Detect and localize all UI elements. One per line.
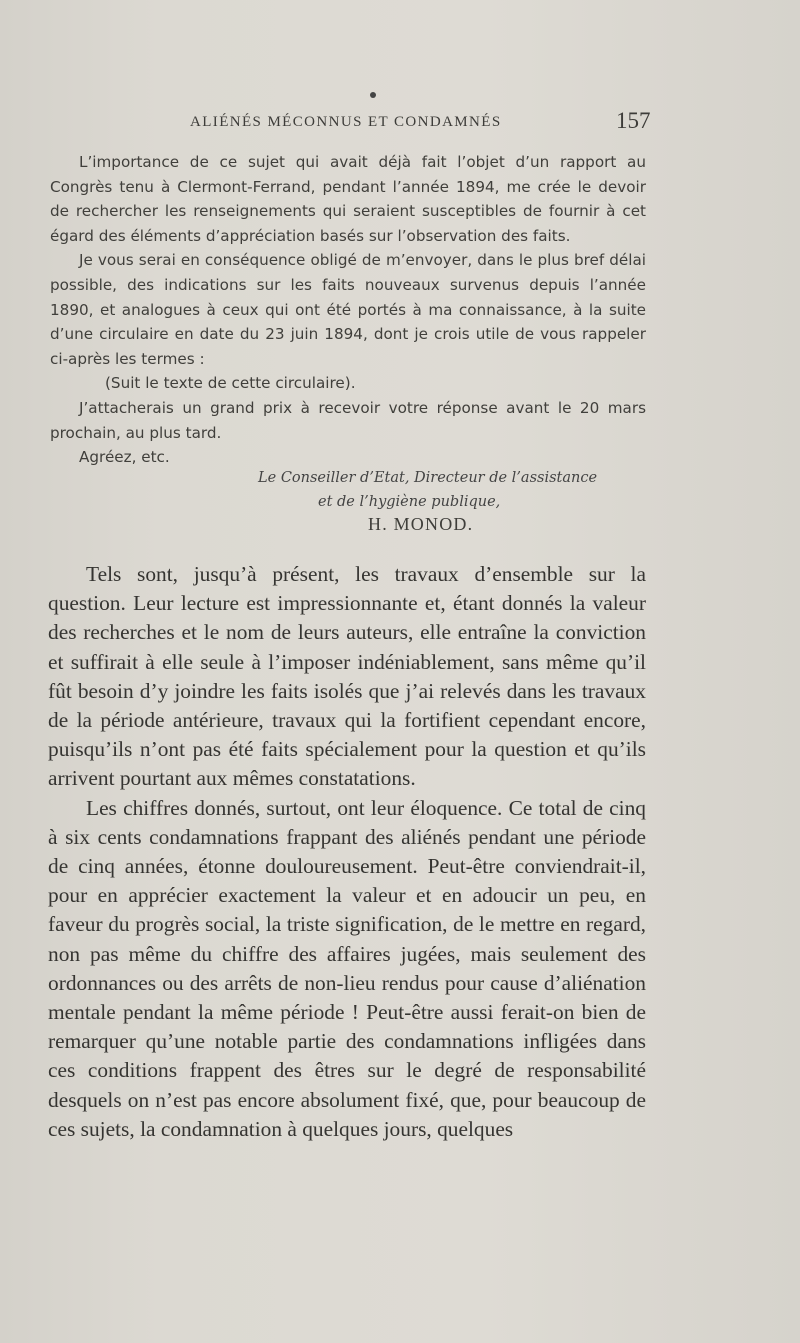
ink-dot xyxy=(370,92,376,98)
letter-closing: Agréez, etc. xyxy=(79,448,170,467)
body-paragraph-2: Les chiffres donnés, surtout, ont leur éloquence. Ce total de cinq à six cents condamnations frappant des aliénés pendant une période de cinq années, étonne douloureusement. Peut-être conviendrait-il, pour en apprécier exactement la valeur et en adoucir un peu, en faveur du progrès social, la triste signification, de le mettre en regard, non pas même du chiffre des affaires jugées, mais seulement des ordonnances ou des arrêts de non-lieu rendus pour cause d’aliénation mentale pendant la même période ! Peut-être aussi ferait-on bien de remarquer qu’une notable partie des condamnations infligées dans ces conditions frappent des êtres sur le degré de responsabilité desquels on n’est pas encore absolument fixé, que, pour beaucoup de ces sujets, la condamnation à quelques jours, quelques xyxy=(48,795,646,1141)
signature-name: H. MONOD. xyxy=(368,514,474,534)
page-header xyxy=(0,108,800,138)
signature-line-2: et de l’hygiène publique, xyxy=(318,494,501,510)
running-title: ALIÉNÉS MÉCONNUS ET CONDAMNÉS xyxy=(190,114,502,130)
letter-paragraph-3: (Suit le texte de cette circulaire). xyxy=(105,374,356,393)
letter-paragraph-4: J’attacherais un grand prix à recevoir votre réponse avant le 20 mars prochain, au plus tard. xyxy=(50,398,646,442)
main-text xyxy=(48,560,646,1144)
letter-paragraph-2: Je vous serai en conséquence obligé de m’envoyer, dans le plus bref délai possible, des indications sur les faits nouveaux survenus depuis l’année 1890, et analogues à ceux qui ont été portés à ma connaissance, à la suite d’une circulaire en date du 23 juin 1894, dont je crois utile de vous rappeler ci-après les termes : xyxy=(50,251,646,368)
page-number: 157 xyxy=(616,108,651,133)
body-paragraph-1: Tels sont, jusqu’à présent, les travaux d’ensemble sur la question. Leur lecture est impressionnante et, étant donnés la valeur des recherches et le nom de leurs auteurs, elle entraîne la conviction et suffirait à elle seule à l’imposer indéniablement, sans même qu’il fût besoin d’y joindre les faits isolés que j’ai relevés dans les travaux de la période antérieure, travaux qui la fortifient cependant encore, puisqu’ils n’ont pas été faits spécialement pour la question et qu’ils arrivent pourtant aux mêmes constatations. xyxy=(48,562,646,791)
letter-block xyxy=(50,150,646,470)
signature-line-1: Le Conseiller d’Etat, Directeur de l’assistance xyxy=(258,470,598,486)
letter-paragraph-1: L’importance de ce sujet qui avait déjà fait l’objet d’un rapport au Congrès tenu à Clermont-Ferrand, pendant l’année 1894, me crée le devoir de rechercher les renseignements qui seraient susceptibles de fournir à cet égard des éléments d’appréciation basés sur l’observation des faits. xyxy=(50,153,646,245)
